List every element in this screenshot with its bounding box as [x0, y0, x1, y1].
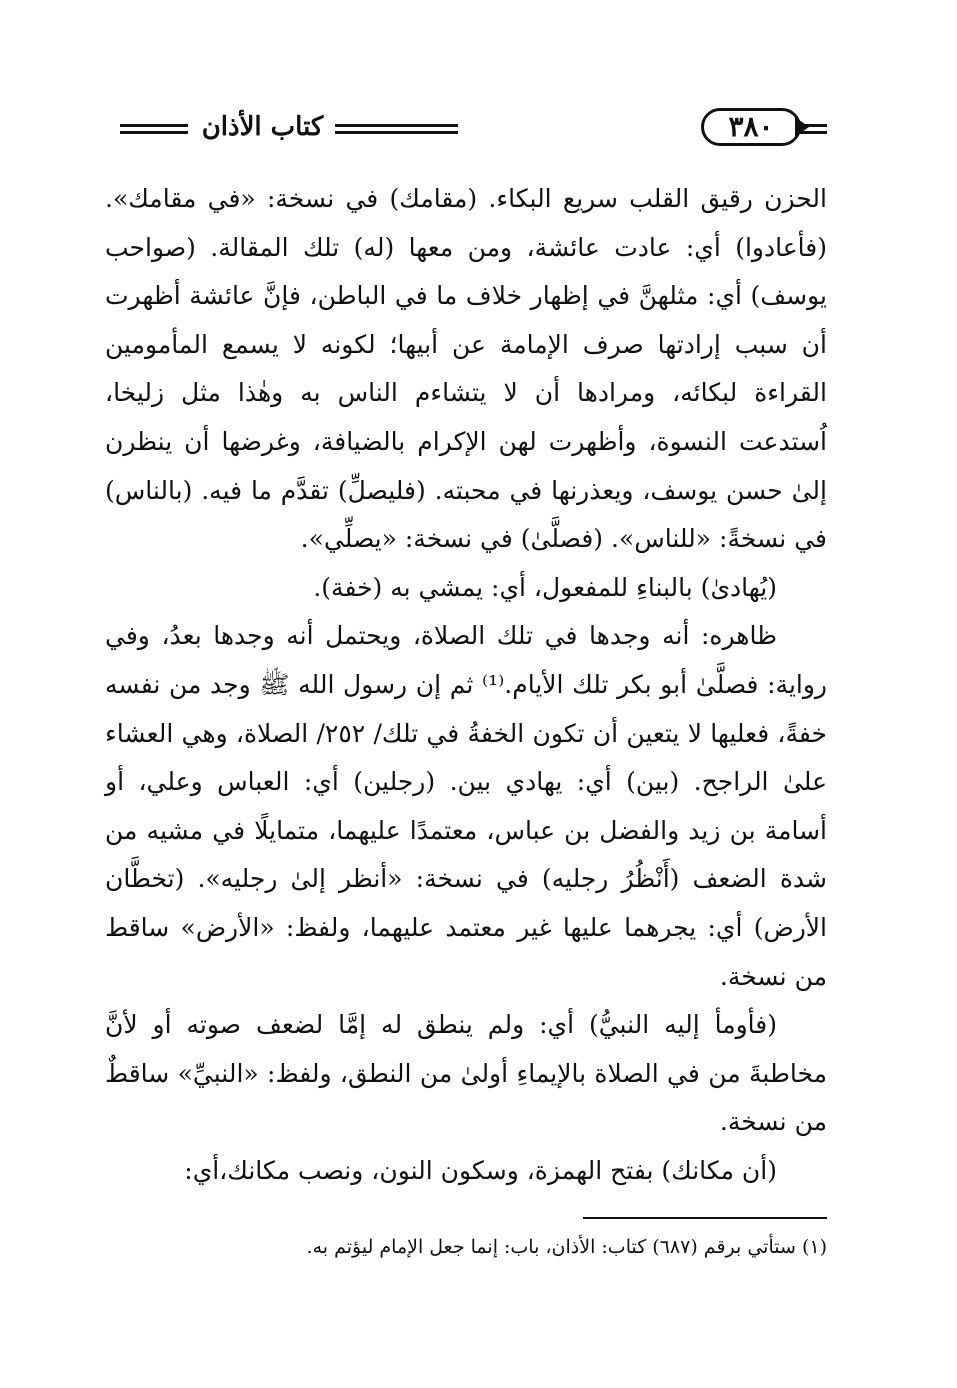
paragraph: (فأومأ إليه النبيُّ) أي: ولم ينطق له إمَّا لضعف صوته أو لأنَّ مخاطبةَ من في الصلاة بالإيماءِ أولىٰ من النطق، ولفظ: «النبيِّ» ساقطٌ من نسخة.: [105, 1010, 827, 1137]
paragraph: (أن مكانك) بفتح الهمزة، وسكون النون، ونصب مكانك،أي:: [184, 1155, 777, 1185]
page-number: ٣٨٠: [701, 108, 801, 146]
header-rule-left: [120, 124, 188, 127]
header-rule-middle: [335, 124, 458, 127]
page-header: [105, 106, 827, 152]
paragraph: (يُهادىٰ) بالبناءِ للمفعول، أي: يمشي به (خفة).: [313, 572, 777, 602]
paragraph: الحزن رقيق القلب سريع البكاء. (مقامك) في نسخة: «في مقامك». (فأعادوا) أي: عادت عائشة، ومن معها (له) تلك المقالة. (صواحب يوسف) أي: مثلهنَّ في إظهار خلاف ما في الباطن، فإنَّ عائشة أظهرت أن سبب إرادتها صرف الإمامة عن أبيها؛ لكونه لا يسمع المأمومين القراءة لبكائه، ومرادها أن لا يتشاءم الناس به وهٰذا مثل زليخا، اُستدعت النسوة، وأظهرت لهن الإكرام بالضيافة، وغرضها أن ينظرن إلىٰ حسن يوسف، ويعذرنها في محبته. (فليصلِّ) تقدَّم ما فيه. (بالناس) في نسخةً: «للناس». (فصلَّىٰ) في نسخة: «يصلِّي».: [105, 184, 828, 554]
paragraph: ظاهره: أنه وجدها في تلك الصلاة، ويحتمل أنه وجدها بعدُ، وفي رواية: فصلَّىٰ أبو بكر تلك الأيام.⁽¹⁾ ثم إن رسول الله ﷺ وجد من نفسه خفةً، فعليها لا يتعين أن تكون الخفةُ في تلك/ ٢٥٢/ الصلاة، وهي العشاء علىٰ الراجح. (بين) أي: يهادي بين. (رجلين) أي: العباس وعلي، أو أسامة بن زيد والفضل بن عباس، معتمدًا عليهما، متمايلًا في مشيه من شدة الضعف (أَنْظُرُ رجليه) في نسخة: «أنظر إلىٰ رجليه». (تخطَّان الأرض) أي: يجرهما عليها غير معتمد عليهما، ولفظ: «الأرض» ساقط من نسخة.: [105, 621, 828, 991]
book-title: كتاب الأذان: [201, 112, 324, 142]
header-rule-right: [800, 124, 827, 127]
footnote: (١) ستأتي برقم (٦٨٧) كتاب: الأذان، باب: إنما جعل الإمام ليؤتم به.: [306, 1236, 827, 1258]
page-badge-arrow: [795, 117, 809, 137]
main-text: [105, 175, 827, 1195]
footnote-separator: [583, 1217, 827, 1219]
